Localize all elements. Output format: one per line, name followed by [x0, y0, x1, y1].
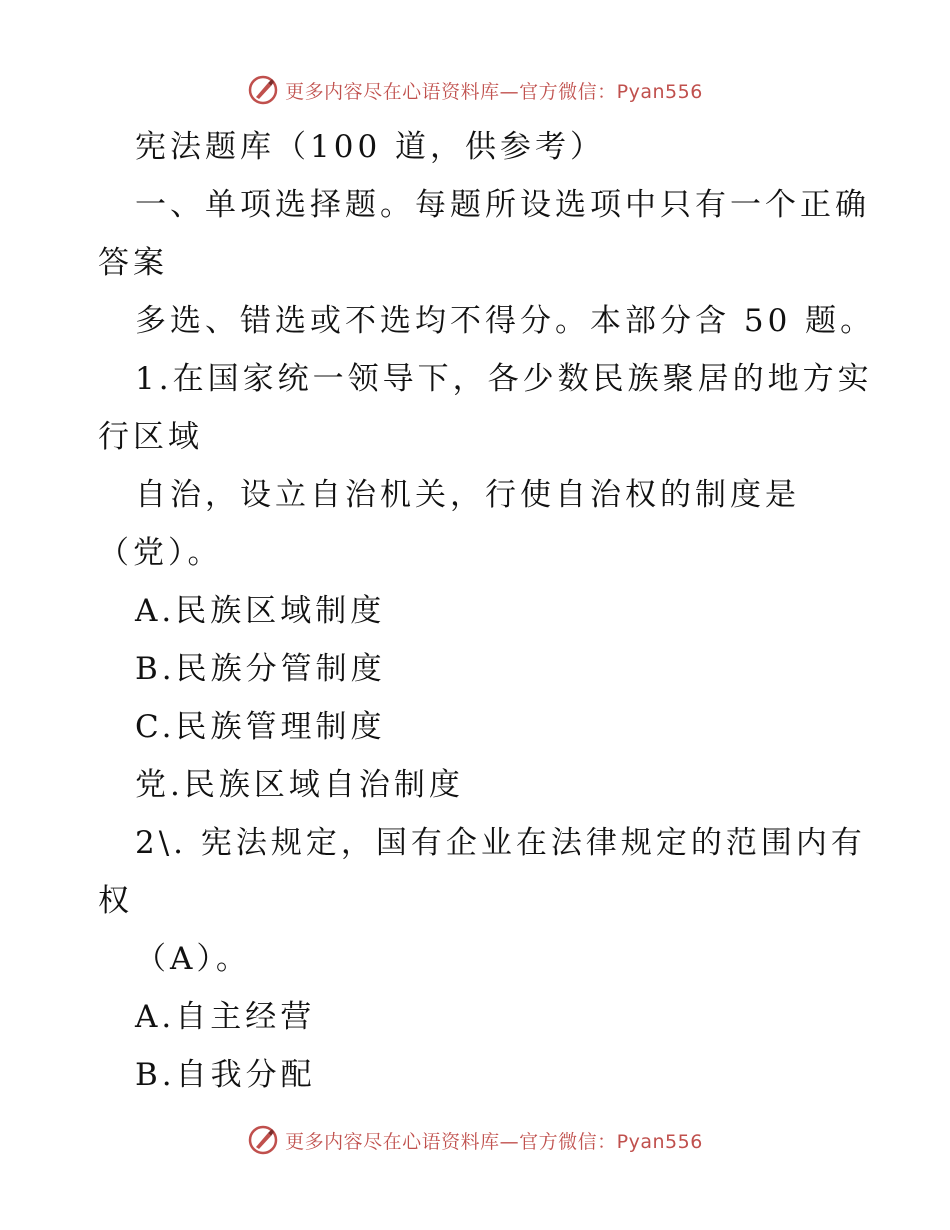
text-line: 权 [98, 883, 133, 919]
footer-watermark [0, 1120, 950, 1160]
text-line: B.民族分管制度 [135, 651, 386, 687]
text-line: 行区域 [98, 419, 203, 455]
pen-logo-icon [247, 1124, 279, 1156]
pen-logo-icon [247, 74, 279, 106]
text-line: 宪法题库（100 道，供参考） [135, 129, 606, 165]
text-line: C.民族管理制度 [135, 709, 386, 745]
text-line: 1.在国家统一领导下，各少数民族聚居的地方实 [135, 361, 873, 397]
header-watermark [0, 70, 950, 110]
text-line: B.自我分配 [135, 1057, 316, 1093]
text-line: A.自主经营 [135, 999, 316, 1035]
text-line: 2\. 宪法规定，国有企业在法律规定的范围内有 [135, 825, 866, 861]
watermark-text: 更多内容尽在心语资料库—官方微信：Pyan556 [285, 80, 703, 103]
text-line: A.民族区域制度 [135, 593, 386, 629]
document-body [98, 118, 876, 1104]
text-line: （党）。 [98, 535, 223, 571]
text-line: 答案 [98, 245, 168, 281]
text-line: 党.民族区域自治制度 [135, 767, 464, 803]
text-line: （A）。 [135, 941, 251, 977]
watermark-text: 更多内容尽在心语资料库—官方微信：Pyan556 [285, 1130, 703, 1153]
text-line: 一、单项选择题。每题所设选项中只有一个正确 [135, 187, 870, 223]
text-line: 自治，设立自治机关，行使自治权的制度是 [135, 477, 800, 513]
text-line: 多选、错选或不选均不得分。本部分含 50 题。 [135, 303, 876, 339]
